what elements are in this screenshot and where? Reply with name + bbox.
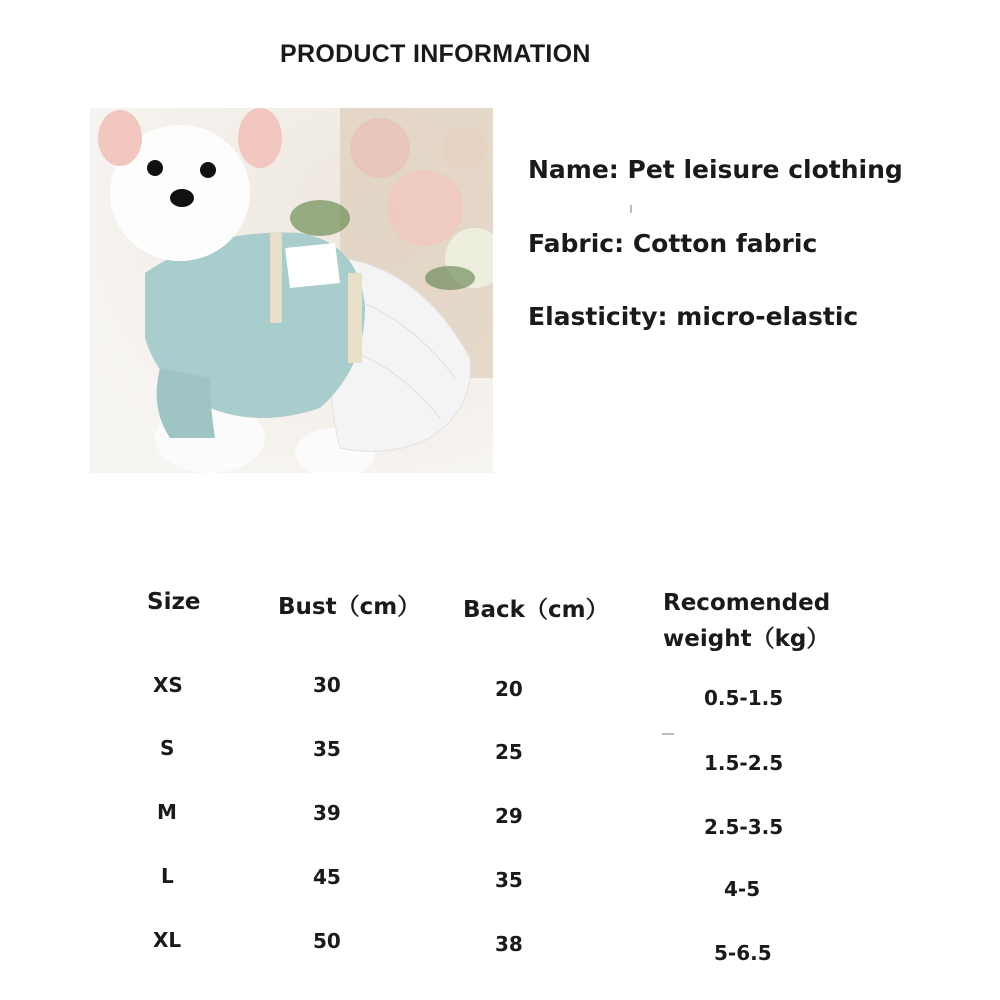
info-fabric — [528, 229, 817, 258]
info-name-label: Name: — [528, 155, 619, 184]
cell-back: 20 — [495, 677, 523, 701]
cell-back: 35 — [495, 868, 523, 892]
cell-size: S — [160, 736, 175, 760]
header-weight-line2: weight（kg） — [663, 626, 830, 652]
cell-back: 38 — [495, 932, 523, 956]
speck — [630, 205, 632, 213]
info-fabric-label: Fabric: — [528, 229, 625, 258]
cell-size: XL — [153, 928, 182, 952]
info-name-value: Pet leisure clothing — [627, 155, 903, 184]
cell-bust: 35 — [313, 737, 341, 761]
cell-back: 25 — [495, 740, 523, 764]
header-back: Back（cm） — [463, 597, 609, 623]
cell-size: XS — [153, 673, 183, 697]
info-elasticity — [528, 302, 858, 331]
cell-weight: 4-5 — [724, 877, 761, 901]
cell-back: 29 — [495, 804, 523, 828]
speck — [662, 733, 674, 735]
cell-bust: 45 — [313, 865, 341, 889]
header-size: Size — [147, 589, 201, 615]
product-photo — [90, 108, 493, 473]
header-bust: Bust（cm） — [278, 594, 421, 620]
cell-size: M — [157, 800, 177, 824]
cell-bust: 50 — [313, 929, 341, 953]
info-name — [528, 155, 903, 184]
cell-bust: 30 — [313, 673, 341, 697]
cell-weight: 0.5-1.5 — [704, 686, 784, 710]
cell-weight: 5-6.5 — [714, 941, 772, 965]
header-weight-line1: Recomended — [663, 590, 831, 616]
info-elasticity-value: micro-elastic — [676, 302, 859, 331]
dog-in-dress-illustration — [90, 108, 493, 473]
cell-weight: 2.5-3.5 — [704, 815, 784, 839]
info-fabric-value: Cotton fabric — [632, 229, 818, 258]
cell-size: L — [161, 864, 174, 888]
cell-bust: 39 — [313, 801, 341, 825]
cell-weight: 1.5-2.5 — [704, 751, 784, 775]
page-title: PRODUCT INFORMATION — [280, 40, 591, 68]
info-elasticity-label: Elasticity: — [528, 302, 668, 331]
